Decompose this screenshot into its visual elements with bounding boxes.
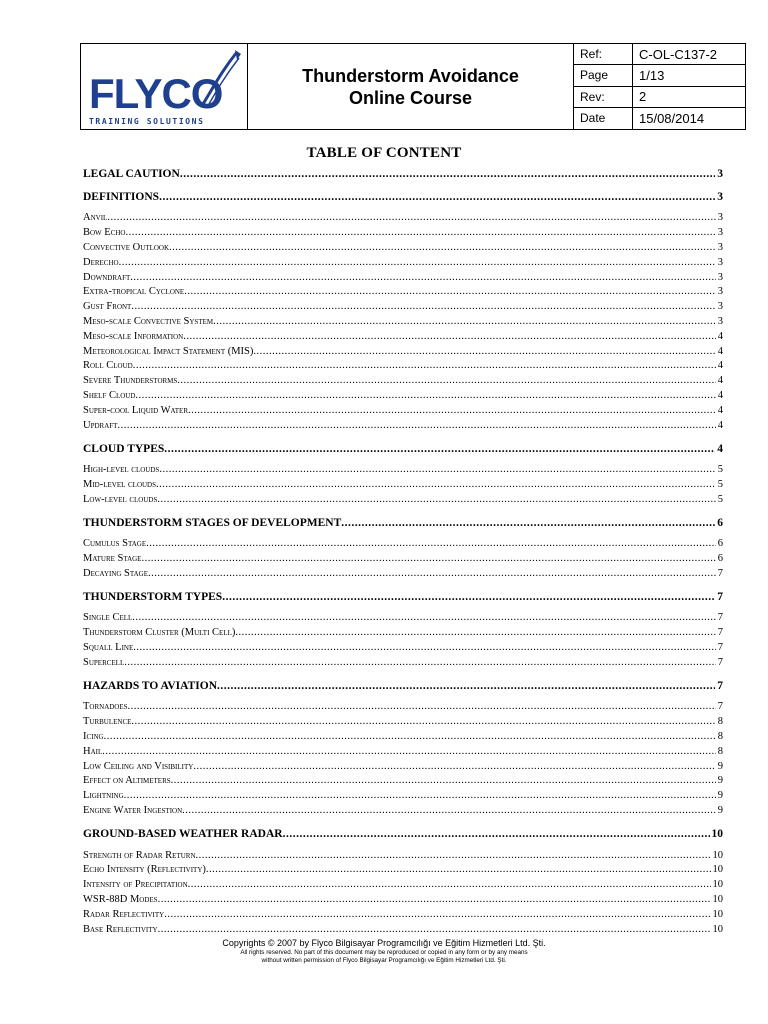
toc-entry-label: Radar Reflectivity (83, 908, 165, 920)
toc-leader-dots (183, 331, 716, 343)
toc-leader-dots (159, 464, 715, 476)
toc-entry-page: 10 (711, 827, 723, 840)
toc-entry-page: 3 (717, 212, 723, 224)
toc-leader-dots (148, 568, 716, 580)
toc-leader-dots (188, 879, 711, 891)
meta-ref-key: Ref: (574, 44, 633, 65)
toc-leader-dots (131, 301, 715, 313)
meta-rev-key: Rev: (574, 87, 633, 108)
toc-section-entry[interactable] (83, 165, 723, 180)
toc-entry-page: 10 (712, 879, 723, 891)
toc-entry[interactable] (83, 610, 723, 625)
toc-section-entry[interactable] (83, 825, 723, 840)
footer (0, 938, 768, 965)
footer-permission: without written permission of Flyco Bilgisayar Programcılığı ve Eğitim Hizmetleri Ltd. Şti. (261, 957, 507, 964)
toc-entry-page: 4 (717, 389, 723, 401)
toc-entry-page: 3 (717, 241, 723, 253)
title-line-2: Online Course (348, 87, 473, 108)
document-header (80, 43, 746, 130)
toc-leader-dots (164, 909, 710, 921)
toc-entry-page: 7 (717, 701, 723, 713)
toc-entry-page: 6 (717, 553, 723, 565)
toc-entry[interactable] (83, 269, 723, 284)
toc-leader-dots (125, 227, 715, 239)
toc-leader-dots (131, 716, 715, 728)
toc-leader-dots (341, 517, 715, 529)
meta-date-value: 15/08/2014 (639, 110, 705, 126)
toc-entry-page: 4 (717, 345, 723, 357)
toc-entry[interactable] (83, 654, 723, 669)
toc-entry-page: 9 (717, 790, 723, 802)
toc-entry[interactable] (83, 402, 723, 417)
toc-entry-label: Intensity of Precipitation (83, 879, 188, 891)
toc-entry-label: Meteorological Impact Statement (MIS) (83, 345, 254, 357)
toc-entry-label: Super-cool Liquid Water (83, 404, 188, 416)
toc-entry-label: Icing (83, 731, 104, 743)
toc-section-entry[interactable] (83, 588, 723, 603)
toc-entry-page: 4 (717, 404, 723, 416)
title-line-1: Thunderstorm Avoidance (302, 65, 519, 86)
toc-leader-dots (283, 828, 710, 840)
toc-entry[interactable] (83, 699, 723, 714)
meta-rev-value: 2 (633, 87, 745, 108)
toc-entry-page: 3 (717, 286, 723, 298)
toc-entry-page: 9 (717, 775, 723, 787)
toc-entry-label: Turbulence (83, 716, 132, 728)
toc-entry-label: CLOUD TYPES (83, 442, 165, 455)
table-of-contents (83, 165, 723, 936)
toc-entry-label: Echo Intensity (Reflectivity) (83, 864, 206, 876)
toc-leader-dots (180, 168, 715, 180)
logo (81, 44, 248, 129)
toc-leader-dots (119, 257, 716, 269)
toc-leader-dots (159, 191, 715, 203)
toc-section-entry[interactable] (83, 440, 723, 455)
toc-leader-dots (124, 790, 716, 802)
toc-entry-page: 5 (717, 478, 723, 490)
toc-title: TABLE OF CONTENT (306, 145, 462, 161)
toc-entry-page: 5 (717, 493, 723, 505)
toc-entry[interactable] (83, 210, 723, 225)
toc-entry[interactable] (83, 565, 723, 580)
toc-entry-page: 7 (717, 567, 723, 579)
toc-entry-page: 4 (717, 360, 723, 372)
toc-entry-label: Meso-scale Information (83, 330, 184, 342)
toc-entry[interactable] (83, 476, 723, 491)
toc-entry[interactable] (83, 284, 723, 299)
toc-entry[interactable] (83, 787, 723, 802)
toc-leader-dots (128, 701, 716, 713)
toc-entry-label: Mature Stage (83, 553, 142, 565)
toc-entry-page: 7 (717, 656, 723, 668)
toc-leader-dots (171, 775, 716, 787)
toc-leader-dots (196, 850, 711, 862)
toc-entry-page: 4 (717, 442, 723, 455)
toc-entry-label: Downdraft (83, 271, 131, 283)
toc-entry-page: 7 (717, 590, 723, 603)
toc-entry-label: Hail (83, 745, 103, 757)
toc-leader-dots (158, 924, 711, 936)
toc-entry-label: Cumulus Stage (83, 538, 147, 550)
toc-entry-label: Low Ceiling and Visibility (83, 760, 194, 772)
toc-leader-dots (213, 316, 716, 328)
toc-entry-label: Extra-tropical Cyclone (83, 286, 185, 298)
toc-entry-page: 10 (712, 864, 723, 876)
toc-entry-label: LEGAL CAUTION (83, 167, 180, 180)
toc-entry-label: Bow Echo (83, 227, 126, 239)
toc-entry-label: Base Reflectivity (83, 923, 158, 935)
toc-entry[interactable] (83, 358, 723, 373)
toc-entry[interactable] (83, 239, 723, 254)
toc-entry-label: Effect on Altimeters (83, 775, 171, 787)
toc-leader-dots (130, 272, 716, 284)
logo-subtitle: TRAINING SOLUTIONS (89, 117, 205, 126)
toc-entry-label: HAZARDS TO AVIATION (83, 679, 217, 692)
toc-entry-label: DEFINITIONS (83, 190, 160, 203)
toc-entry[interactable] (83, 891, 723, 906)
toc-entry-label: WSR-88D Modes (83, 893, 158, 905)
toc-entry[interactable] (83, 802, 723, 817)
meta-page-value: 1/13 (633, 65, 745, 86)
toc-entry-label: THUNDERSTORM TYPES (83, 590, 223, 603)
toc-entry-page: 4 (717, 330, 723, 342)
toc-entry-page: 3 (717, 271, 723, 283)
toc-entry-page: 3 (717, 315, 723, 327)
toc-entry[interactable] (83, 254, 723, 269)
toc-leader-dots (132, 612, 715, 624)
toc-leader-dots (235, 627, 715, 639)
toc-leader-dots (141, 553, 715, 565)
toc-entry-label: Single Cell (83, 612, 133, 624)
toc-entry-label: Roll Cloud (83, 360, 133, 372)
toc-entry-label: Engine Water Ingestion (83, 805, 183, 816)
toc-entry[interactable] (83, 728, 723, 743)
toc-entry-label: Mid-level clouds (83, 478, 157, 490)
toc-leader-dots (193, 761, 715, 773)
toc-leader-dots (206, 864, 711, 876)
toc-entry-page: 8 (717, 731, 723, 743)
toc-entry-page: 9 (717, 805, 723, 816)
toc-entry[interactable] (83, 921, 723, 936)
toc-leader-dots (102, 746, 716, 758)
toc-entry-label: Squall Line (83, 642, 134, 654)
toc-entry[interactable] (83, 417, 723, 432)
toc-entry-page: 7 (717, 679, 723, 692)
toc-entry-label: Shelf Cloud (83, 389, 136, 401)
toc-section-entry[interactable] (83, 677, 723, 692)
toc-entry-page: 8 (717, 716, 723, 728)
toc-entry-page: 3 (717, 301, 723, 313)
footer-rights: All rights reserved. No part of this document may be reproduced or copied in any form or by any means (240, 949, 528, 956)
toc-leader-dots (133, 642, 715, 654)
toc-entry[interactable] (83, 862, 723, 877)
toc-entry[interactable] (83, 713, 723, 728)
toc-entry-page: 3 (717, 256, 723, 268)
toc-entry-page: 9 (717, 760, 723, 772)
toc-leader-dots (188, 405, 716, 417)
toc-entry-label: Gust Front (83, 301, 132, 313)
toc-leader-dots (222, 591, 715, 603)
toc-entry-page: 3 (717, 227, 723, 239)
toc-leader-dots (182, 805, 716, 817)
toc-leader-dots (184, 286, 716, 298)
toc-entry-page: 4 (717, 419, 723, 431)
toc-entry-label: Low-level clouds (83, 493, 158, 505)
toc-entry[interactable] (83, 906, 723, 921)
toc-entry[interactable] (83, 328, 723, 343)
toc-entry[interactable] (83, 387, 723, 402)
toc-entry-label: THUNDERSTORM STAGES OF DEVELOPMENT (83, 516, 342, 529)
toc-leader-dots (156, 479, 716, 491)
meta-page-key: Page (574, 65, 633, 86)
toc-entry[interactable] (83, 743, 723, 758)
toc-entry-label: Convective Outlook (83, 241, 170, 253)
toc-entry-label: Anvil (83, 212, 108, 224)
toc-entry-label: Tornadoes (83, 701, 128, 713)
toc-entry[interactable] (83, 224, 723, 239)
toc-entry-label: Updraft (83, 419, 118, 431)
meta-date-key: Date (574, 108, 633, 129)
toc-entry-label: Derecho (83, 256, 119, 268)
toc-leader-dots (217, 680, 715, 692)
toc-entry[interactable] (83, 550, 723, 565)
toc-entry-page: 10 (712, 908, 723, 920)
toc-entry-page: 10 (712, 923, 723, 935)
toc-entry-label: Decaying Stage (83, 567, 149, 579)
toc-entry-page: 7 (717, 627, 723, 639)
toc-entry-page: 3 (717, 190, 723, 203)
toc-entry-label: Thunderstorm Cluster (Multi Cell) (83, 627, 236, 639)
document-meta (574, 44, 745, 129)
toc-entry[interactable] (83, 372, 723, 387)
toc-leader-dots (164, 443, 715, 455)
toc-entry[interactable] (83, 876, 723, 891)
toc-entry[interactable] (83, 461, 723, 476)
toc-entry-label: Meso-scale Convective System (83, 315, 214, 327)
toc-leader-dots (177, 375, 715, 387)
toc-entry-label: Lightning (83, 790, 124, 802)
toc-leader-dots (135, 390, 715, 402)
toc-entry-page: 4 (717, 375, 723, 387)
toc-leader-dots (107, 212, 715, 224)
toc-leader-dots (253, 346, 715, 358)
toc-entry-page: 10 (712, 893, 723, 905)
footer-copyright: Copyrights © 2007 by Flyco Bilgisayar Programcılığı ve Eğitim Hizmetleri Ltd. Şti. (222, 938, 546, 948)
toc-leader-dots (104, 731, 716, 743)
toc-entry-label: Severe Thunderstorms (83, 375, 178, 387)
toc-entry[interactable] (83, 847, 723, 862)
toc-leader-dots (133, 360, 716, 372)
toc-entry[interactable] (83, 343, 723, 358)
toc-entry[interactable] (83, 624, 723, 639)
toc-entry[interactable] (83, 773, 723, 788)
logo-wordmark: FLYCO (89, 70, 223, 117)
toc-entry[interactable] (83, 298, 723, 313)
toc-entry-page: 6 (717, 538, 723, 550)
toc-section-entry[interactable] (83, 514, 723, 529)
toc-entry[interactable] (83, 758, 723, 773)
toc-entry-label: High-level clouds (83, 464, 160, 476)
document-title (248, 44, 574, 129)
toc-entry-label: Supercell (83, 656, 125, 668)
toc-entry-page: 3 (717, 167, 723, 180)
toc-leader-dots (117, 420, 715, 432)
toc-entry-label: GROUND-BASED WEATHER RADAR (83, 827, 283, 840)
toc-entry[interactable] (83, 535, 723, 550)
toc-leader-dots (158, 894, 711, 906)
toc-entry-page: 6 (717, 516, 723, 529)
toc-entry-page: 10 (712, 849, 723, 861)
toc-leader-dots (157, 494, 715, 506)
toc-leader-dots (169, 242, 716, 254)
meta-ref-value: C-OL-C137-2 (633, 44, 745, 65)
toc-entry[interactable] (83, 639, 723, 654)
toc-entry-label: Strength of Radar Return (83, 849, 196, 861)
toc-section-entry[interactable] (83, 188, 723, 203)
toc-leader-dots (146, 538, 716, 550)
toc-entry[interactable] (83, 491, 723, 506)
toc-entry-page: 7 (717, 612, 723, 624)
toc-entry-page: 8 (717, 745, 723, 757)
toc-entry[interactable] (83, 313, 723, 328)
toc-entry-page: 7 (717, 642, 723, 654)
toc-leader-dots (124, 657, 716, 669)
toc-entry-page: 5 (717, 464, 723, 476)
